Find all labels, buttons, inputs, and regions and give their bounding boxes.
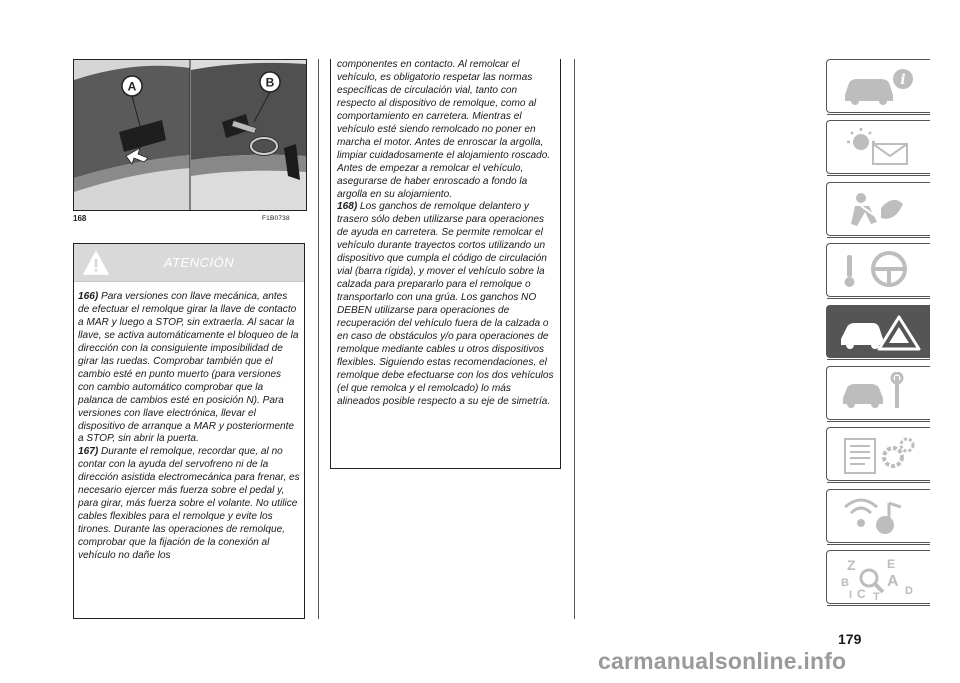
key-steering-wheel-icon: [837, 249, 927, 291]
index-letter-b: B: [841, 577, 849, 590]
page-number: 179: [838, 631, 862, 647]
airbag-seat-icon: [837, 188, 927, 230]
paragraph-number: 167): [78, 446, 99, 458]
index-letter-a: A: [887, 573, 899, 591]
figure-number: 168: [73, 214, 87, 223]
column-divider: [318, 59, 319, 619]
tab-safety[interactable]: [826, 182, 930, 236]
tab-starting-driving[interactable]: [826, 243, 930, 297]
continuation-text: [331, 59, 560, 409]
multimedia-icon: [837, 495, 927, 537]
continuation-paragraph: [337, 59, 556, 201]
tab-multimedia[interactable]: [826, 489, 930, 543]
index-letter-c: C: [857, 587, 866, 601]
paragraph-text: Durante el remolque, recordar que, al no contar con la ayuda del servofreno ni de la dirección asistida electromecánica para frenar, es necesario ejercer más fuerza sobre el pedal y, para girar, más fuerza sobre el volante. No utilice cables flexibles para el remolque y evite los tirones. Durante las operaciones de remolque, comprobar que la fijación de la conexión al vehículo no dañe los: [78, 446, 300, 562]
paragraph-text: componentes en contacto. Al remolcar el vehículo, es obligatorio respetar las normas específicas de circulación vial, tanto con respecto al dispositivo de remolque, como al comportamiento en carretera. Mientras el vehículo esté siendo remolcado no poner en marcha el motor. Antes de enroscar la argolla, limpiar cuidadosamente el alojamiento roscado. Antes de empezar a remolcar el vehículo, asegurarse de haber enroscado a fondo la argolla en su alojamiento.: [337, 59, 551, 200]
tab-dashboard[interactable]: [826, 59, 930, 113]
alphabetical-index-icon: [837, 556, 927, 600]
callout-b-label: B: [265, 75, 275, 90]
index-letter-d: D: [905, 585, 913, 598]
continuation-box: [330, 59, 561, 469]
index-letter-z: Z: [847, 557, 856, 574]
warning-header: [74, 244, 304, 282]
callout-a-label: A: [127, 79, 137, 94]
paragraph-text: Los ganchos de remolque delantero y trasero sólo deben utilizarse para operaciones de ayuda en carretera. Se permite remolcar el vehículo durante trayectos cortos utilizando un dispositivo que cumpla el código de circulación vial (barra rígida), y mover el vehículo sobre la calzada para prepararlo para el remolque o transportarlo con una grúa. Los ganchos NO DEBEN utilizarse para operaciones de recuperación del vehículo fuera de la calzada o en caso de obstáculos y/o para operaciones de remolque mediante cables u otros dispositivos flexibles. Siguiendo estas recomendaciones, el remolque debe efectuarse con los dos vehículos (el que remolca y el remolcado) lo más alineados posible respecto a su eje de simetría.: [337, 201, 554, 407]
paragraph-number: 166): [78, 291, 99, 302]
warning-paragraph-167: [78, 446, 300, 563]
warning-paragraph-166: [78, 291, 300, 446]
warning-lights-icon: [837, 126, 927, 168]
index-letter-i: I: [849, 589, 853, 601]
figure-168-image: [73, 59, 307, 211]
figure-code: F1B0738: [262, 215, 290, 222]
watermark: carmanualsonline.info: [598, 648, 847, 674]
tab-index[interactable]: [826, 550, 930, 604]
car-service-wrench-icon: [837, 372, 927, 414]
warning-title: ATENCIÓN: [163, 255, 235, 270]
specifications-gears-icon: [837, 433, 927, 475]
chapter-tabs: [826, 59, 930, 612]
svg-text:i: i: [900, 72, 906, 88]
car-info-icon: [837, 65, 927, 107]
index-letter-e: E: [887, 557, 896, 572]
column-divider: [574, 59, 575, 619]
breakdown-warning-triangle-icon: [837, 311, 927, 353]
paragraph-number: 168): [337, 201, 358, 213]
warning-box: [73, 243, 305, 619]
tab-know-your-car[interactable]: [826, 120, 930, 174]
paragraph-text: Para versiones con llave mecánica, antes de efectuar el remolque girar la llave de contacto a MAR y luego a STOP, sin extraerla. Al sacar la llave, se activa automáticamente el bloqueo de la dirección con la consiguiente imposibilidad de girar las ruedas. Comprobar también que el cambio esté en punto muerto (para versiones con cambio automático comprobar que la palanca de cambios esté en posición N). Para versiones con llave electrónica, llevar el dispositivo de arranque a MAR y posteriormente a STOP, sin abrir la puerta.: [78, 291, 299, 445]
tab-emergency[interactable]: [826, 305, 930, 359]
tab-technical-data[interactable]: [826, 427, 930, 481]
warning-text: [74, 282, 304, 563]
tab-maintenance[interactable]: [826, 366, 930, 420]
index-letter-t: T: [873, 591, 880, 601]
warning-paragraph-168: [337, 201, 556, 408]
